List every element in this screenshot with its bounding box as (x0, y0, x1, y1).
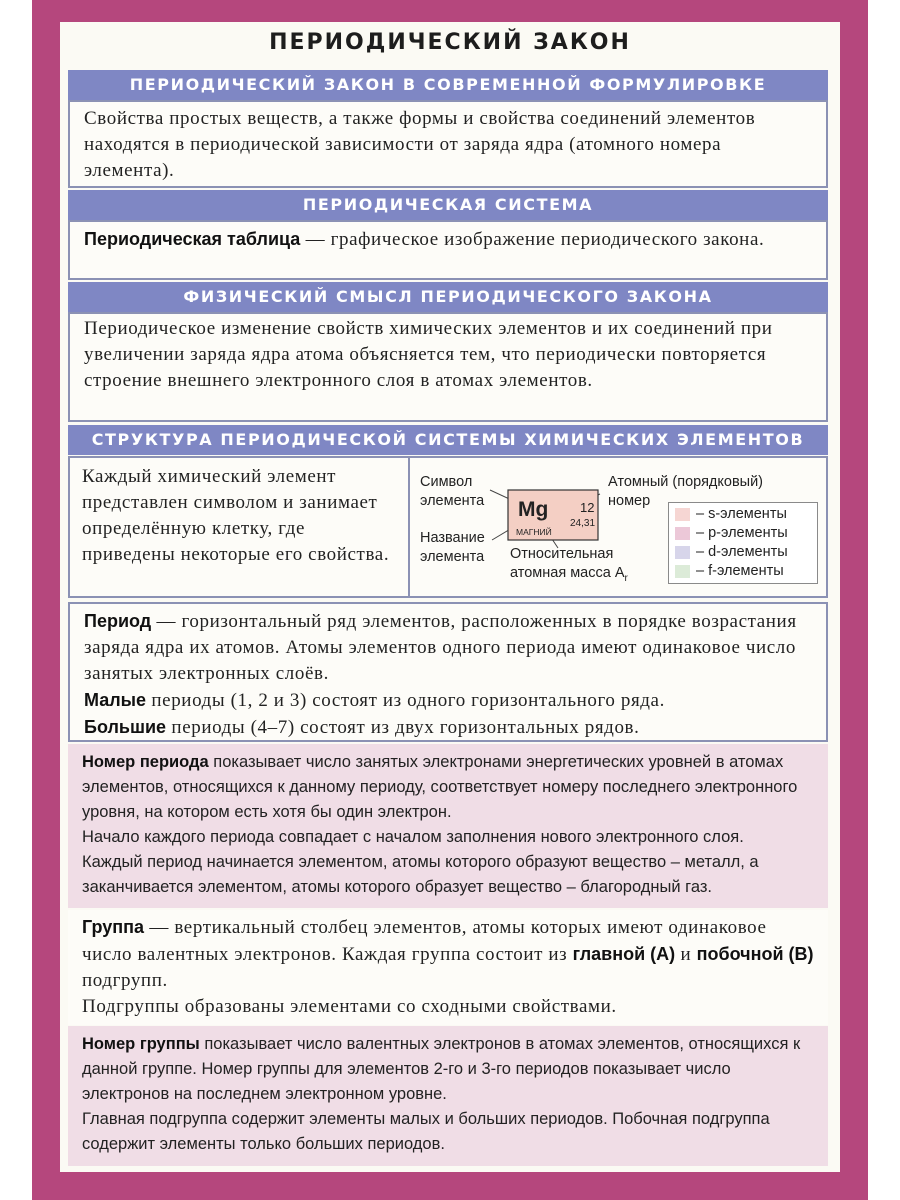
period-box (68, 602, 828, 742)
legend-swatch-d (675, 546, 690, 559)
group-and: и (675, 944, 697, 965)
label-mass-text: атомная масса A (510, 565, 625, 581)
term-large-periods: Большие (84, 717, 167, 737)
group-text-end: подгрупп. (82, 970, 168, 991)
label-symbol-line2: элемента (420, 493, 485, 509)
subgroups-text: Подгруппы образованы элементами со сходными свойствами. (82, 996, 617, 1017)
period-paragraph (84, 608, 814, 687)
label-name-line2: элемента (420, 549, 485, 565)
small-periods-text: периоды (1, 2 и 3) состоят из одного горизонтального ряда. (146, 690, 665, 711)
section-box-physical-meaning (68, 312, 828, 422)
label-number-line2: номер (608, 493, 651, 509)
label-mass-line2 (510, 565, 628, 584)
period-number-text: показывает число занятых электронами энергетических уровней в атомах элементов, относящихся к данному периоду, соответствует номеру последнего электронного уровня, на котором есть хотя бы один электрон. (82, 753, 798, 821)
group-number-paragraph (82, 1032, 816, 1107)
element-name: МАГНИЙ (516, 527, 552, 537)
group-box (68, 910, 828, 1025)
period-number-content (82, 750, 816, 900)
section-box-structure (68, 456, 828, 598)
legend-item-f (675, 563, 784, 579)
group-paragraph (82, 914, 816, 994)
legend-label-d: – d-элементы (696, 544, 788, 560)
label-name-line1: Название (420, 530, 485, 546)
section-box-periodic-system (68, 220, 828, 280)
section-header-modern-formulation: ПЕРИОДИЧЕСКИЙ ЗАКОН В СОВРЕМЕННОЙ ФОРМУЛИРОВКЕ (68, 70, 828, 100)
label-number-line1: Атомный (порядковый) (608, 474, 764, 490)
term-small-periods: Малые (84, 690, 147, 710)
element-symbol: Mg (518, 498, 549, 521)
label-symbol-line1: Символ (420, 474, 473, 490)
block-legend (668, 502, 818, 584)
legend-item-p (675, 525, 788, 541)
modern-formulation-text: Свойства простых веществ, а также формы и свойства соединений элементов находятся в периодической зависимости от заряда ядра (атомного номера элемента). (84, 108, 756, 181)
legend-item-s (675, 506, 787, 522)
group-number-text: показывает число валентных электронов в атомах элементов, относящихся к данной группе. Номер группы для элементов 2-го и 3-го периодов показывает число электронов на последнем электронном уровне. (82, 1035, 801, 1103)
group-number-box (68, 1026, 828, 1166)
section-box-modern-formulation (68, 100, 828, 188)
periodic-table-definition (84, 226, 814, 253)
physical-meaning-text: Периодическое изменение свойств химических элементов и их соединений при увеличении заряда ядра атома объясняется тем, что периодически повторяется строение внешнего электронного слоя в атомах элементов. (84, 318, 773, 391)
group-content (82, 914, 816, 1020)
legend-swatch-p (675, 527, 690, 540)
term-period-number: Номер периода (82, 753, 209, 771)
period-number-box (68, 744, 828, 908)
legend-label-p: – p-элементы (696, 525, 788, 541)
period-number-paragraph (82, 750, 816, 825)
legend-item-d (675, 544, 788, 560)
atomic-mass: 24,31 (570, 518, 596, 529)
period-text: — горизонтальный ряд элементов, расположенных в порядке возрастания заряда ядра их атомов. Атомы элементов одного периода имеют одинаковое число занятых электронных слоёв. (84, 611, 797, 684)
section-header-periodic-system: ПЕРИОДИЧЕСКАЯ СИСТЕМА (68, 190, 828, 220)
subgroup-content-text: Главная подгруппа содержит элементы малых и больших периодов. Побочная подгруппа содержит элементы только больших периодов. (82, 1110, 770, 1153)
group-number-content (82, 1032, 816, 1157)
small-periods-paragraph (84, 687, 814, 714)
period-definition (84, 608, 814, 741)
element-cell-description: Каждый химический элемент представлен символом и занимает определённую клетку, где приведены некоторые его свойства. (82, 466, 390, 565)
legend-swatch-s (675, 508, 690, 521)
term-group-number: Номер группы (82, 1035, 200, 1053)
period-start-text: Начало каждого периода совпадает с началом заполнения нового электронного слоя. (82, 828, 744, 846)
legend-swatch-f (675, 565, 690, 578)
label-mass-subscript: r (624, 572, 628, 584)
group-text: — вертикальный столбец элементов, атомы которых имеют одинаковое число валентных электронов. Каждая группа состоит из (82, 917, 767, 965)
section-header-physical-meaning: ФИЗИЧЕСКИЙ СМЫСЛ ПЕРИОДИЧЕСКОГО ЗАКОНА (68, 282, 828, 312)
term-side-subgroup: побочной (В) (696, 944, 814, 964)
large-periods-text: периоды (4–7) состоят из двух горизонтальных рядов. (166, 717, 640, 738)
periodic-table-text: — графическое изображение периодического закона. (300, 229, 765, 250)
term-group: Группа (82, 917, 145, 937)
legend-label-f: – f-элементы (696, 563, 784, 579)
page-title: ПЕРИОДИЧЕСКИЙ ЗАКОН (269, 30, 631, 55)
term-periodic-table: Периодическая таблица (84, 229, 301, 249)
term-main-subgroup: главной (А) (572, 944, 676, 964)
large-periods-paragraph (84, 714, 814, 741)
legend-label-s: – s-элементы (696, 506, 787, 522)
label-mass-line1: Относительная (510, 546, 614, 562)
term-period: Период (84, 611, 152, 631)
section-header-structure: СТРУКТУРА ПЕРИОДИЧЕСКОЙ СИСТЕМЫ ХИМИЧЕСКИХ ЭЛЕМЕНТОВ (68, 425, 828, 455)
atomic-number: 12 (580, 500, 595, 515)
period-start-end-text: Каждый период начинается элементом, атомы которого образуют вещество – металл, а заканчивается элементом, атомы которого образует вещество – благородный газ. (82, 853, 759, 896)
